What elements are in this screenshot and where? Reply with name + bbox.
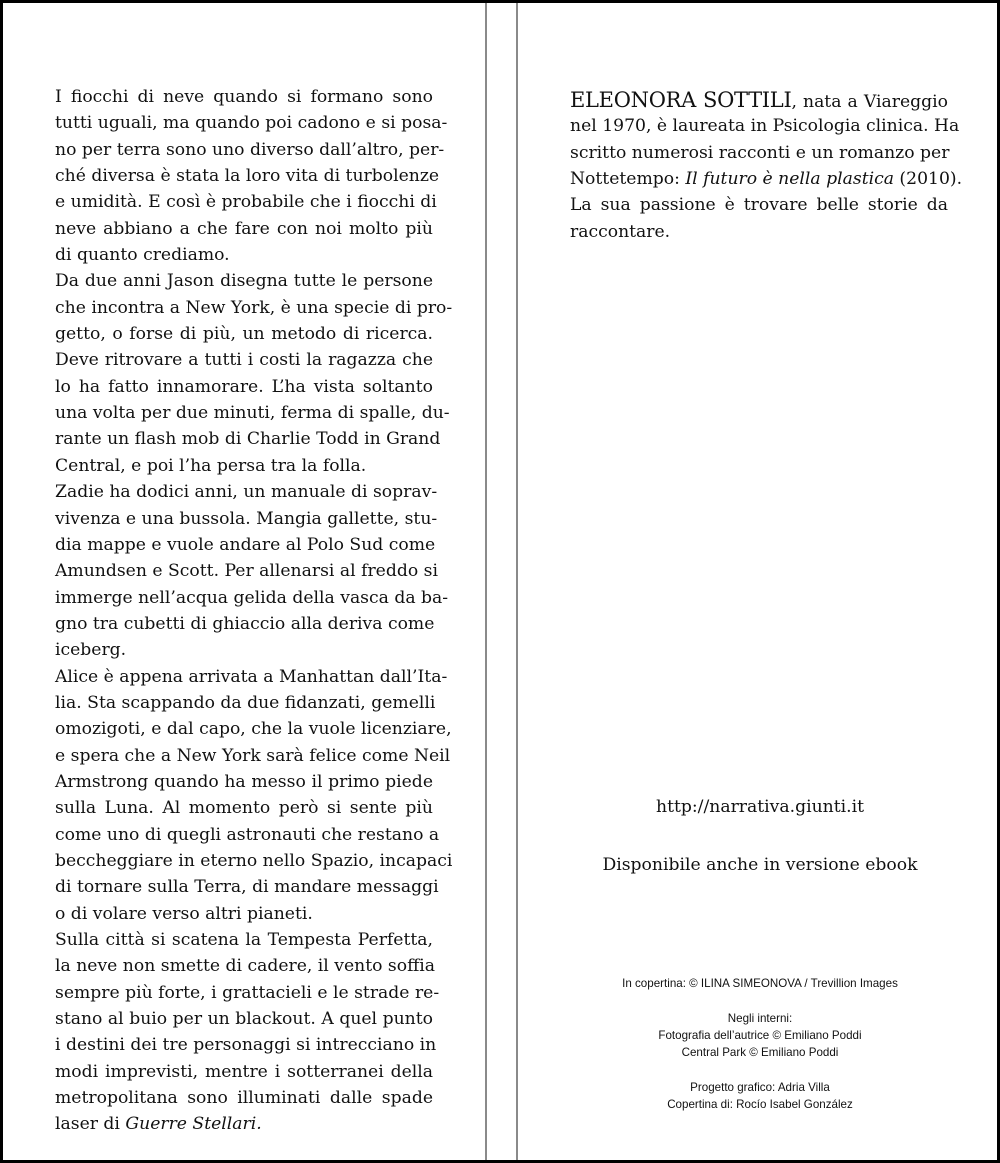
book-title: Il futuro è nella plastica — [685, 169, 894, 190]
synopsis-text — [55, 84, 453, 1138]
bio-line — [570, 86, 948, 112]
cover-credit: In copertina: © ILINA SIMEONOVA / Trevillion Images — [622, 977, 898, 990]
text-line: getto, o forse di più, un metodo di ricerca. — [55, 324, 433, 345]
italic-title: Guerre Stellari. — [125, 1114, 262, 1135]
fold-line-left — [485, 3, 487, 1160]
text-line: immerge nell’acqua gelida della vasca da ba- — [55, 587, 449, 608]
text-line: come uno di quegli astronauti che restano a — [55, 824, 440, 845]
text-line: Alice è appena arrivata a Manhattan dall’Ita- — [55, 666, 448, 687]
interiors-heading: Negli interni: — [727, 1012, 793, 1025]
text-line: lia. Sta scappando da due fidanzati, gemelli — [55, 692, 436, 713]
text-line: sempre più forte, i grattacieli e le strade re- — [55, 982, 440, 1003]
text-segment: Nottetempo: — [570, 169, 686, 190]
text-line: i destini dei tre personaggi si intrecciano in — [55, 1035, 437, 1056]
text-line: beccheggiare in eterno nello Spazio, incapaci — [55, 850, 453, 871]
text-line: Deve ritrovare a tutti i costi la ragazza che — [55, 350, 433, 371]
fold-line-right — [516, 3, 518, 1160]
bio-line: nel 1970, è laureata in Psicologia clinica. Ha — [570, 116, 960, 137]
text-line: Da due anni Jason disegna tutte le persone — [55, 271, 433, 292]
bio-line: scritto numerosi racconti e un romanzo per — [570, 142, 950, 163]
bio-line — [570, 165, 963, 191]
text-line: una volta per due minuti, ferma di spalle, du- — [55, 403, 450, 424]
text-line: no per terra sono uno diverso dall’altro, per- — [55, 139, 445, 160]
text-line: o di volare verso altri pianeti. — [55, 903, 313, 924]
design-credit: Progetto grafico: Adria Villa — [690, 1081, 830, 1094]
text-line: Armstrong quando ha messo il primo piede — [55, 771, 433, 792]
author-name: ELEONORA SOTTILI — [570, 88, 792, 112]
text-line: I fiocchi di neve quando si formano sono — [55, 87, 433, 107]
website-link[interactable]: http://narrativa.giunti.it — [656, 797, 864, 817]
text-line: rante un flash mob di Charlie Todd in Grand — [55, 429, 441, 450]
text-line: Sulla città si scatena la Tempesta Perfetta, — [55, 930, 433, 950]
text-line: e spera che a New York sarà felice come Neil — [55, 745, 451, 766]
text-line: ché diversa è stata la loro vita di turbolenze — [55, 166, 440, 187]
interiors-credit: Fotografia dell’autrice © Emiliano Poddi — [658, 1029, 862, 1042]
bio-line: raccontare. — [570, 221, 671, 242]
text-line: lo ha fatto innamorare. L’ha vista soltanto — [55, 376, 433, 397]
text-segment: (2010). — [893, 169, 963, 190]
text-line: Zadie ha dodici anni, un manuale di soprav- — [55, 482, 438, 503]
text-line: e umidità. E così è probabile che i fiocchi di — [55, 192, 437, 213]
interiors-credit: Central Park © Emiliano Poddi — [681, 1046, 839, 1059]
text-line: tutti uguali, ma quando poi cadono e si posa- — [55, 113, 448, 134]
text-line: Central, e poi l’ha persa tra la folla. — [55, 455, 367, 476]
text-line: iceberg. — [55, 640, 127, 661]
text-segment: laser di — [55, 1114, 126, 1135]
text-line: di tornare sulla Terra, di mandare messaggi — [55, 877, 439, 898]
text-line: omozigoti, e dal capo, che la vuole licenziare, — [55, 719, 452, 740]
text-line: sulla Luna. Al momento però si sente più — [55, 798, 433, 819]
text-line: Amundsen e Scott. Per allenarsi al freddo si — [55, 561, 438, 582]
text-line: vivenza e una bussola. Mangia gallette, stu- — [55, 508, 438, 529]
text-line: dia mappe e vuole andare al Polo Sud come — [55, 534, 436, 555]
cover-design-credit: Copertina di: Rocío Isabel González — [667, 1098, 853, 1111]
text-line: di quanto crediamo. — [55, 245, 230, 266]
bio-line: La sua passione è trovare belle storie da — [570, 195, 948, 216]
text-line: neve abbiano a che fare con noi molto più — [55, 218, 433, 239]
text-line — [55, 1111, 433, 1137]
text-line: metropolitana sono illuminati dalle spade — [55, 1088, 433, 1109]
text-line: stano al buio per un blackout. A quel punto — [55, 1009, 433, 1030]
text-segment: , nata a Viareggio — [791, 92, 948, 112]
text-line: che incontra a New York, è una specie di pro- — [55, 297, 453, 318]
text-line: modi imprevisti, mentre i sotterranei della — [55, 1061, 433, 1082]
text-line: la neve non smette di cadere, il vento soffia — [55, 956, 436, 977]
author-bio — [570, 86, 963, 244]
ebook-note: Disponibile anche in versione ebook — [602, 855, 918, 875]
text-line: gno tra cubetti di ghiaccio alla deriva come — [55, 613, 435, 634]
